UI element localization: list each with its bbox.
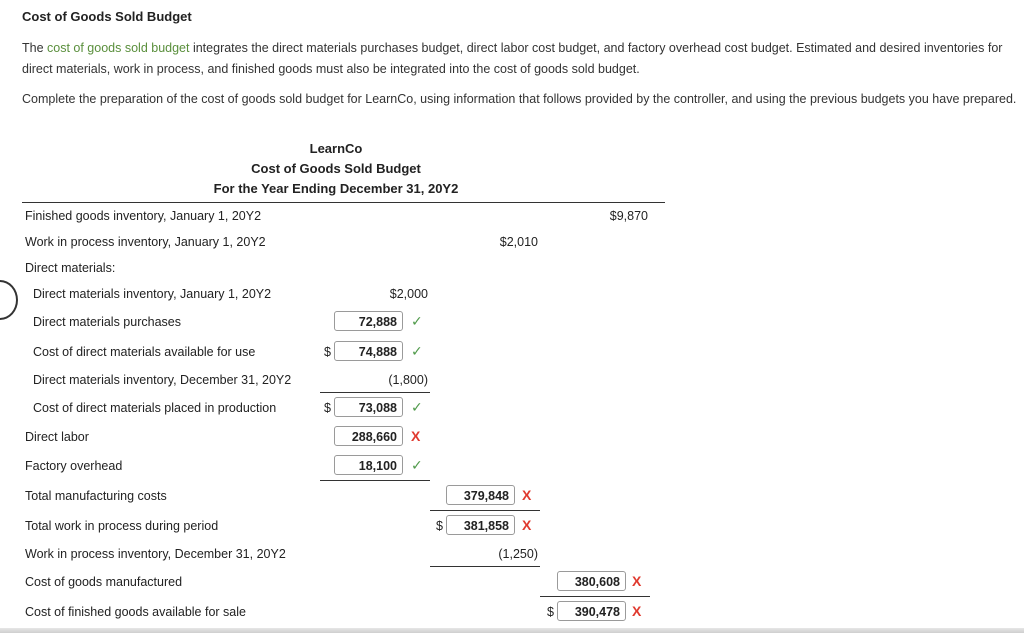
- total-mfg-input[interactable]: 379,848: [446, 485, 515, 505]
- total-wip-label: Total work in process during period: [25, 519, 219, 533]
- dm-subtotal-rule: [320, 392, 430, 393]
- total-mfg-label: Total manufacturing costs: [25, 489, 167, 503]
- factory-overhead-label: Factory overhead: [25, 459, 123, 473]
- instructions-paragraph: Complete the preparation of the cost of goods sold budget for LearnCo, using information that follows provided by the controller, and using the previous budgets you have prepared.: [22, 92, 1017, 106]
- header-rule: [22, 202, 665, 203]
- bottom-scroll-edge: [0, 628, 1024, 633]
- total-wip-input[interactable]: 381,858: [446, 515, 515, 535]
- mfg-cost-rule: [320, 480, 430, 481]
- wip-begin-value: $2,010: [499, 235, 538, 249]
- dm-end-label: Direct materials inventory, December 31, 20Y2: [33, 373, 292, 387]
- dm-available-label: Cost of direct materials available for use: [33, 345, 256, 359]
- total-mfg-incorrect-icon: X: [522, 487, 532, 503]
- dm-header-label: Direct materials:: [25, 261, 116, 275]
- dm-production-input[interactable]: 73,088: [334, 397, 403, 417]
- cogm-incorrect-icon: X: [632, 573, 642, 589]
- wip-end-label: Work in process inventory, December 31, 20Y2: [25, 547, 286, 561]
- factory-overhead-correct-icon: ✓: [411, 457, 423, 473]
- direct-labor-label: Direct labor: [25, 430, 89, 444]
- wip-subtotal-rule: [430, 510, 540, 511]
- cogm-label: Cost of goods manufactured: [25, 575, 183, 589]
- page-title: Cost of Goods Sold Budget: [22, 9, 192, 24]
- fg-available-label: Cost of finished goods available for sale: [25, 605, 246, 619]
- cogm-rule: [430, 566, 540, 567]
- dm-begin-label: Direct materials inventory, January 1, 20Y2: [33, 287, 272, 301]
- factory-overhead-input[interactable]: 18,100: [334, 455, 403, 475]
- dm-end-value: (1,800): [388, 373, 428, 387]
- dm-production-correct-icon: ✓: [411, 399, 423, 415]
- direct-labor-input[interactable]: 288,660: [334, 426, 403, 446]
- fg-available-incorrect-icon: X: [632, 603, 642, 619]
- dm-available-dollar: $: [324, 345, 331, 359]
- intro-paragraph: [22, 38, 1022, 80]
- dm-available-correct-icon: ✓: [411, 343, 423, 359]
- intro-text-end: integrates the direct materials purchases budget, direct labor cost budget, and factory overhead cost budget. Estimated and desired inventories for direct materials, work in process, and finished goods must also be integrated into the cost of goods sold budget.: [22, 41, 1003, 76]
- fg-available-input[interactable]: 390,478: [557, 601, 626, 621]
- fg-begin-label: Finished goods inventory, January 1, 20Y2: [25, 209, 262, 223]
- dm-purchases-correct-icon: ✓: [411, 313, 423, 329]
- total-wip-dollar: $: [436, 519, 443, 533]
- dm-purchases-label: Direct materials purchases: [33, 315, 181, 329]
- dm-production-label: Cost of direct materials placed in production: [33, 401, 277, 415]
- fg-subtotal-rule: [540, 596, 650, 597]
- total-wip-incorrect-icon: X: [522, 517, 532, 533]
- wip-end-value: (1,250): [498, 547, 538, 561]
- cogs-budget-link[interactable]: cost of goods sold budget: [47, 41, 190, 55]
- dm-production-dollar: $: [324, 401, 331, 415]
- statement-period: For the Year Ending December 31, 20Y2: [213, 181, 459, 196]
- company-name: LearnCo: [309, 141, 363, 156]
- direct-labor-incorrect-icon: X: [411, 428, 421, 444]
- dm-purchases-input[interactable]: 72,888: [334, 311, 403, 331]
- dm-available-input[interactable]: 74,888: [334, 341, 403, 361]
- dm-begin-value: $2,000: [389, 287, 428, 301]
- statement-title: Cost of Goods Sold Budget: [251, 161, 421, 176]
- fg-available-dollar: $: [547, 605, 554, 619]
- wip-begin-label: Work in process inventory, January 1, 20Y2: [25, 235, 266, 249]
- fg-begin-value: $9,870: [609, 209, 648, 223]
- previous-nav-button[interactable]: [0, 280, 18, 320]
- intro-text-start: The: [22, 41, 48, 55]
- cogm-input[interactable]: 380,608: [557, 571, 626, 591]
